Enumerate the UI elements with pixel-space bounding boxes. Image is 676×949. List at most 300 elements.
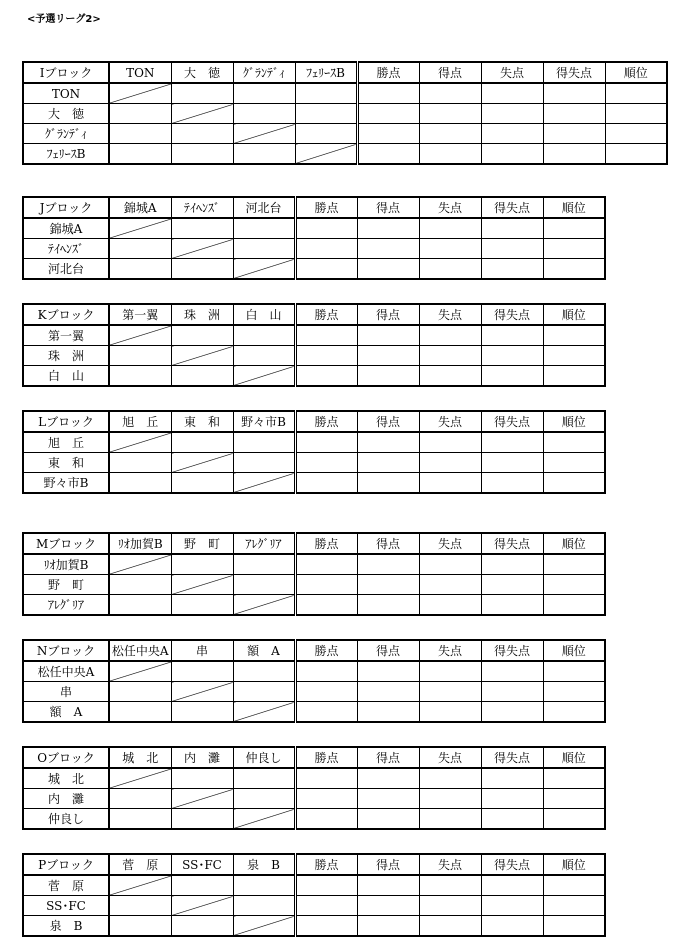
stat-cell bbox=[295, 682, 357, 702]
stat-cell bbox=[357, 83, 419, 104]
result-cell bbox=[171, 432, 233, 453]
table-row bbox=[23, 259, 605, 280]
stat-cell bbox=[481, 325, 543, 346]
block-name: Mブロック bbox=[23, 533, 109, 554]
stat-cell bbox=[419, 259, 481, 280]
stat-cell bbox=[481, 554, 543, 575]
block-header-row bbox=[23, 854, 605, 875]
stat-cell bbox=[295, 809, 357, 830]
team-name: 泉 B bbox=[23, 916, 109, 937]
block-table bbox=[22, 639, 606, 723]
stat-cell bbox=[481, 595, 543, 616]
result-cell bbox=[295, 124, 357, 144]
stat-cell bbox=[357, 366, 419, 387]
diagonal-cell bbox=[233, 809, 295, 830]
result-cell bbox=[171, 144, 233, 165]
stat-header: 順位 bbox=[543, 304, 605, 325]
opponent-header: 城 北 bbox=[109, 747, 171, 768]
result-cell bbox=[109, 682, 171, 702]
result-cell bbox=[171, 554, 233, 575]
stat-cell bbox=[543, 809, 605, 830]
block-header-row bbox=[23, 197, 605, 218]
opponent-header: 松任中央A bbox=[109, 640, 171, 661]
result-cell bbox=[233, 239, 295, 259]
result-cell bbox=[109, 259, 171, 280]
stat-header: 得失点 bbox=[543, 62, 605, 83]
stat-cell bbox=[481, 896, 543, 916]
team-name: 額 A bbox=[23, 702, 109, 723]
result-cell bbox=[171, 325, 233, 346]
diagonal-cell bbox=[171, 682, 233, 702]
opponent-header: 串 bbox=[171, 640, 233, 661]
table-row bbox=[23, 789, 605, 809]
stat-cell bbox=[357, 239, 419, 259]
stat-cell bbox=[419, 768, 481, 789]
team-name: ﾘｵ加賀B bbox=[23, 554, 109, 575]
table-row bbox=[23, 124, 667, 144]
stat-cell bbox=[481, 661, 543, 682]
result-cell bbox=[109, 124, 171, 144]
result-cell bbox=[233, 218, 295, 239]
diagonal-cell bbox=[109, 875, 171, 896]
block-header-row bbox=[23, 640, 605, 661]
stat-cell bbox=[419, 682, 481, 702]
stat-header: 順位 bbox=[543, 747, 605, 768]
diagonal-cell bbox=[109, 432, 171, 453]
result-cell bbox=[233, 896, 295, 916]
stat-cell bbox=[543, 124, 605, 144]
stat-cell bbox=[419, 366, 481, 387]
stat-cell bbox=[481, 809, 543, 830]
block-name: Oブロック bbox=[23, 747, 109, 768]
stat-cell bbox=[481, 473, 543, 494]
opponent-header: ﾌｪﾘｰｽB bbox=[295, 62, 357, 83]
diagonal-cell bbox=[109, 83, 171, 104]
diagonal-cell bbox=[233, 259, 295, 280]
team-name: 錦城A bbox=[23, 218, 109, 239]
diagonal-cell bbox=[171, 346, 233, 366]
diagonal-cell bbox=[233, 366, 295, 387]
block-header-row bbox=[23, 304, 605, 325]
diagonal-cell bbox=[171, 789, 233, 809]
result-cell bbox=[233, 346, 295, 366]
stat-header: 失点 bbox=[419, 747, 481, 768]
result-cell bbox=[171, 473, 233, 494]
stat-cell bbox=[481, 789, 543, 809]
result-cell bbox=[233, 554, 295, 575]
team-name: SS･FC bbox=[23, 896, 109, 916]
table-row bbox=[23, 595, 605, 616]
result-cell bbox=[295, 104, 357, 124]
stat-cell bbox=[481, 768, 543, 789]
stat-cell bbox=[605, 104, 667, 124]
diagonal-cell bbox=[171, 239, 233, 259]
result-cell bbox=[233, 83, 295, 104]
stat-cell bbox=[357, 702, 419, 723]
stat-cell bbox=[295, 432, 357, 453]
result-cell bbox=[109, 346, 171, 366]
result-cell bbox=[109, 789, 171, 809]
stat-cell bbox=[419, 218, 481, 239]
stat-cell bbox=[481, 144, 543, 165]
team-name: ﾌｪﾘｰｽB bbox=[23, 144, 109, 165]
stat-cell bbox=[481, 239, 543, 259]
diagonal-cell bbox=[233, 124, 295, 144]
stat-header: 順位 bbox=[543, 640, 605, 661]
result-cell bbox=[109, 575, 171, 595]
stat-header: 勝点 bbox=[295, 411, 357, 432]
team-name: 白 山 bbox=[23, 366, 109, 387]
stat-cell bbox=[295, 661, 357, 682]
table-row bbox=[23, 432, 605, 453]
table-row bbox=[23, 809, 605, 830]
result-cell bbox=[109, 144, 171, 165]
table-row bbox=[23, 453, 605, 473]
result-cell bbox=[171, 366, 233, 387]
team-name: 野々市B bbox=[23, 473, 109, 494]
stat-cell bbox=[481, 916, 543, 937]
stat-cell bbox=[419, 124, 481, 144]
stat-header: 得失点 bbox=[481, 747, 543, 768]
stat-header: 得点 bbox=[357, 533, 419, 554]
result-cell bbox=[171, 259, 233, 280]
stat-header: 失点 bbox=[419, 533, 481, 554]
result-cell bbox=[109, 702, 171, 723]
stat-cell bbox=[419, 325, 481, 346]
stat-cell bbox=[295, 366, 357, 387]
stat-header: 得点 bbox=[357, 197, 419, 218]
team-name: TON bbox=[23, 83, 109, 104]
stat-header: 失点 bbox=[419, 304, 481, 325]
stat-header: 勝点 bbox=[295, 747, 357, 768]
stat-cell bbox=[419, 575, 481, 595]
stat-cell bbox=[295, 259, 357, 280]
block-header-row bbox=[23, 533, 605, 554]
stat-cell bbox=[295, 768, 357, 789]
stat-cell bbox=[357, 124, 419, 144]
diagonal-cell bbox=[109, 325, 171, 346]
table-row bbox=[23, 661, 605, 682]
stat-cell bbox=[419, 595, 481, 616]
stat-cell bbox=[357, 789, 419, 809]
result-cell bbox=[171, 595, 233, 616]
stat-cell bbox=[295, 218, 357, 239]
stat-header: 順位 bbox=[543, 197, 605, 218]
stat-cell bbox=[543, 144, 605, 165]
stat-header: 勝点 bbox=[295, 854, 357, 875]
diagonal-cell bbox=[171, 104, 233, 124]
stat-cell bbox=[419, 239, 481, 259]
diagonal-cell bbox=[171, 575, 233, 595]
result-cell bbox=[109, 896, 171, 916]
stat-cell bbox=[481, 453, 543, 473]
block-name: Lブロック bbox=[23, 411, 109, 432]
stat-header: 勝点 bbox=[295, 197, 357, 218]
table-row bbox=[23, 473, 605, 494]
team-name: 旭 丘 bbox=[23, 432, 109, 453]
stat-cell bbox=[295, 453, 357, 473]
result-cell bbox=[171, 661, 233, 682]
stat-cell bbox=[481, 124, 543, 144]
stat-cell bbox=[543, 702, 605, 723]
stat-cell bbox=[357, 896, 419, 916]
opponent-header: 河北台 bbox=[233, 197, 295, 218]
team-name: ｸﾞﾗﾝﾃﾞｨ bbox=[23, 124, 109, 144]
stat-cell bbox=[419, 453, 481, 473]
stat-cell bbox=[543, 595, 605, 616]
stat-cell bbox=[543, 661, 605, 682]
opponent-header: 仲良し bbox=[233, 747, 295, 768]
stat-header: 得失点 bbox=[481, 304, 543, 325]
result-cell bbox=[233, 682, 295, 702]
opponent-header: 大 徳 bbox=[171, 62, 233, 83]
stat-cell bbox=[295, 346, 357, 366]
stat-header: 得点 bbox=[419, 62, 481, 83]
stat-cell bbox=[481, 366, 543, 387]
stat-cell bbox=[357, 575, 419, 595]
stat-cell bbox=[295, 325, 357, 346]
block-table bbox=[22, 746, 606, 830]
stat-header: 順位 bbox=[543, 411, 605, 432]
block-name: Kブロック bbox=[23, 304, 109, 325]
team-name: 東 和 bbox=[23, 453, 109, 473]
opponent-header: ﾘｵ加賀B bbox=[109, 533, 171, 554]
diagonal-cell bbox=[233, 473, 295, 494]
table-row bbox=[23, 702, 605, 723]
stat-cell bbox=[295, 554, 357, 575]
stat-cell bbox=[543, 239, 605, 259]
stat-cell bbox=[543, 453, 605, 473]
result-cell bbox=[109, 916, 171, 937]
team-name: 仲良し bbox=[23, 809, 109, 830]
block-header-row bbox=[23, 411, 605, 432]
stat-cell bbox=[481, 83, 543, 104]
opponent-header: TON bbox=[109, 62, 171, 83]
team-name: 第一翼 bbox=[23, 325, 109, 346]
result-cell bbox=[233, 325, 295, 346]
table-row bbox=[23, 83, 667, 104]
team-name: 串 bbox=[23, 682, 109, 702]
result-cell bbox=[109, 366, 171, 387]
block-header-row bbox=[23, 62, 667, 83]
result-cell bbox=[109, 453, 171, 473]
stat-cell bbox=[419, 554, 481, 575]
opponent-header: 東 和 bbox=[171, 411, 233, 432]
stat-cell bbox=[419, 432, 481, 453]
result-cell bbox=[233, 453, 295, 473]
stat-cell bbox=[481, 259, 543, 280]
result-cell bbox=[233, 432, 295, 453]
diagonal-cell bbox=[109, 218, 171, 239]
result-cell bbox=[171, 218, 233, 239]
opponent-header: SS･FC bbox=[171, 854, 233, 875]
result-cell bbox=[171, 83, 233, 104]
result-cell bbox=[109, 809, 171, 830]
block-name: Jブロック bbox=[23, 197, 109, 218]
stat-cell bbox=[357, 259, 419, 280]
block-table bbox=[22, 532, 606, 616]
stat-cell bbox=[481, 682, 543, 702]
block-name: Pブロック bbox=[23, 854, 109, 875]
table-row bbox=[23, 575, 605, 595]
result-cell bbox=[109, 104, 171, 124]
table-row bbox=[23, 768, 605, 789]
team-name: 河北台 bbox=[23, 259, 109, 280]
stat-cell bbox=[543, 83, 605, 104]
stat-cell bbox=[357, 554, 419, 575]
stat-header: 得点 bbox=[357, 854, 419, 875]
diagonal-cell bbox=[171, 896, 233, 916]
stat-cell bbox=[357, 104, 419, 124]
block-table bbox=[22, 853, 606, 937]
stat-cell bbox=[295, 239, 357, 259]
table-row bbox=[23, 144, 667, 165]
page-title: <予選リーグ2> bbox=[27, 14, 101, 25]
table-row bbox=[23, 682, 605, 702]
stat-header: 失点 bbox=[419, 640, 481, 661]
result-cell bbox=[233, 768, 295, 789]
stat-cell bbox=[481, 875, 543, 896]
table-row bbox=[23, 104, 667, 124]
stat-header: 順位 bbox=[543, 854, 605, 875]
stat-cell bbox=[543, 768, 605, 789]
opponent-header: 珠 洲 bbox=[171, 304, 233, 325]
stat-cell bbox=[295, 595, 357, 616]
result-cell bbox=[295, 83, 357, 104]
stat-cell bbox=[357, 144, 419, 165]
table-row bbox=[23, 325, 605, 346]
stat-cell bbox=[357, 682, 419, 702]
opponent-header: ｱﾚｸﾞﾘｱ bbox=[233, 533, 295, 554]
team-name: 菅 原 bbox=[23, 875, 109, 896]
opponent-header: ｸﾞﾗﾝﾃﾞｨ bbox=[233, 62, 295, 83]
diagonal-cell bbox=[109, 554, 171, 575]
stat-cell bbox=[543, 104, 605, 124]
result-cell bbox=[171, 916, 233, 937]
stat-header: 勝点 bbox=[295, 533, 357, 554]
stat-cell bbox=[605, 83, 667, 104]
table-row bbox=[23, 554, 605, 575]
opponent-header: 菅 原 bbox=[109, 854, 171, 875]
stat-cell bbox=[543, 875, 605, 896]
block-table bbox=[22, 61, 668, 165]
diagonal-cell bbox=[233, 595, 295, 616]
result-cell bbox=[171, 875, 233, 896]
result-cell bbox=[171, 124, 233, 144]
stat-cell bbox=[605, 144, 667, 165]
result-cell bbox=[109, 239, 171, 259]
diagonal-cell bbox=[233, 916, 295, 937]
result-cell bbox=[171, 702, 233, 723]
stat-header: 得点 bbox=[357, 747, 419, 768]
stat-header: 得点 bbox=[357, 411, 419, 432]
stat-cell bbox=[543, 325, 605, 346]
stat-header: 得点 bbox=[357, 304, 419, 325]
result-cell bbox=[109, 473, 171, 494]
stat-cell bbox=[419, 896, 481, 916]
block-table bbox=[22, 196, 606, 280]
stat-cell bbox=[357, 916, 419, 937]
stat-cell bbox=[543, 554, 605, 575]
stat-cell bbox=[543, 473, 605, 494]
stat-header: 得点 bbox=[357, 640, 419, 661]
diagonal-cell bbox=[109, 768, 171, 789]
stat-cell bbox=[543, 432, 605, 453]
stat-header: 失点 bbox=[419, 411, 481, 432]
opponent-header: 白 山 bbox=[233, 304, 295, 325]
stat-header: 勝点 bbox=[295, 304, 357, 325]
stat-cell bbox=[543, 218, 605, 239]
stat-cell bbox=[543, 575, 605, 595]
stat-cell bbox=[419, 83, 481, 104]
stat-cell bbox=[419, 473, 481, 494]
stat-header: 得失点 bbox=[481, 411, 543, 432]
stat-cell bbox=[481, 218, 543, 239]
stat-cell bbox=[295, 702, 357, 723]
team-name: 松任中央A bbox=[23, 661, 109, 682]
stat-cell bbox=[357, 661, 419, 682]
stat-cell bbox=[357, 325, 419, 346]
result-cell bbox=[171, 809, 233, 830]
result-cell bbox=[233, 144, 295, 165]
stat-header: 失点 bbox=[419, 197, 481, 218]
opponent-header: 錦城A bbox=[109, 197, 171, 218]
diagonal-cell bbox=[171, 453, 233, 473]
table-row bbox=[23, 366, 605, 387]
stat-cell bbox=[357, 473, 419, 494]
stat-header: 勝点 bbox=[295, 640, 357, 661]
block-name: Nブロック bbox=[23, 640, 109, 661]
opponent-header: 第一翼 bbox=[109, 304, 171, 325]
block-name: Iブロック bbox=[23, 62, 109, 83]
table-row bbox=[23, 239, 605, 259]
stat-cell bbox=[543, 916, 605, 937]
stat-cell bbox=[295, 916, 357, 937]
stat-cell bbox=[419, 809, 481, 830]
stat-cell bbox=[481, 104, 543, 124]
team-name: 内 灘 bbox=[23, 789, 109, 809]
result-cell bbox=[233, 661, 295, 682]
result-cell bbox=[233, 104, 295, 124]
stat-header: 得失点 bbox=[481, 854, 543, 875]
stat-cell bbox=[481, 702, 543, 723]
table-row bbox=[23, 916, 605, 937]
diagonal-cell bbox=[295, 144, 357, 165]
stat-cell bbox=[295, 789, 357, 809]
stat-cell bbox=[357, 809, 419, 830]
stat-cell bbox=[481, 346, 543, 366]
stat-cell bbox=[481, 575, 543, 595]
table-row bbox=[23, 896, 605, 916]
stat-cell bbox=[543, 346, 605, 366]
stat-cell bbox=[295, 575, 357, 595]
stat-header: 勝点 bbox=[357, 62, 419, 83]
stat-cell bbox=[481, 432, 543, 453]
stat-cell bbox=[357, 218, 419, 239]
block-table bbox=[22, 303, 606, 387]
stat-header: 順位 bbox=[543, 533, 605, 554]
table-row bbox=[23, 346, 605, 366]
team-name: ｱﾚｸﾞﾘｱ bbox=[23, 595, 109, 616]
stat-cell bbox=[357, 432, 419, 453]
stat-cell bbox=[357, 875, 419, 896]
opponent-header: 内 灘 bbox=[171, 747, 233, 768]
opponent-header: ﾃｲﾍﾝｽﾞ bbox=[171, 197, 233, 218]
stat-header: 得失点 bbox=[481, 533, 543, 554]
stat-cell bbox=[419, 104, 481, 124]
block-header-row bbox=[23, 747, 605, 768]
stat-header: 得失点 bbox=[481, 197, 543, 218]
